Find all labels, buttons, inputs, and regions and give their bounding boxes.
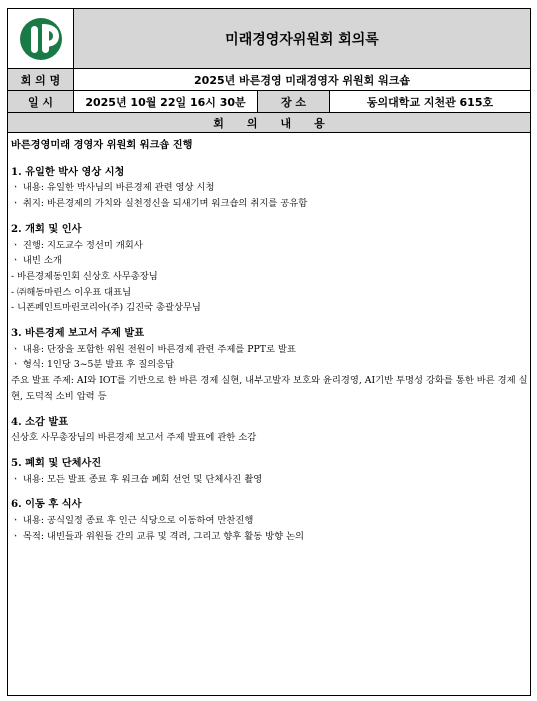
section-6-line: ㆍ 목적: 내빈들과 위원들 간의 교류 및 격려, 그리고 향후 활동 방향 논의 (11, 530, 305, 542)
section-1-line: ㆍ 내용: 유일한 박사님의 바른경제 관련 영상 시청 (11, 182, 215, 194)
section-4-heading: 4. 소감 발표 (11, 415, 69, 428)
section-2-heading: 2. 개회 및 인사 (11, 222, 82, 235)
minutes-content (11, 138, 529, 544)
place-value: 동의대학교 지천관 615호 (366, 95, 494, 109)
section-1-line: ㆍ 취지: 바른경제의 가치와 실천정신을 되새기며 워크숍의 취지를 공유함 (11, 198, 308, 210)
intro-heading: 바른경영미래 경영자 위원회 워크숍 진행 (11, 139, 193, 151)
content-header-label: 회 의 내 용 (213, 116, 325, 130)
section-2-line: - ㈜해동마린스 이우표 대표님 (11, 286, 132, 298)
section-3-line: ㆍ 내용: 단장을 포함한 위원 전원이 바른경제 관련 주제를 PPT로 발표 (11, 343, 296, 355)
section-2-line: ㆍ 내빈 소개 (11, 255, 62, 267)
section-6-line: ㆍ 내용: 공식일정 종료 후 인근 식당으로 이동하여 만찬진행 (11, 515, 254, 527)
meeting-name-label: 회 의 명 (8, 69, 74, 90)
datetime-value: 2025년 10월 22일 16시 30분 (74, 91, 258, 112)
document-title: 미래경영자위원회 회의록 (74, 9, 530, 68)
section-2-line: ㆍ 진행: 지도교수 정선미 개회사 (11, 239, 143, 251)
datetime-place-row (8, 91, 530, 113)
datetime-label: 일 시 (8, 91, 74, 112)
meeting-name-row (8, 69, 530, 91)
section-3-line: ㆍ 형식: 1인당 3~5분 발표 후 질의응답 (11, 359, 175, 371)
section-5-line: ㆍ 내용: 모든 발표 종료 후 워크숍 폐회 선언 및 단체사진 촬영 (11, 473, 263, 485)
university-logo-icon (18, 16, 64, 62)
header-row (8, 9, 530, 69)
section-6-heading: 6. 이동 후 식사 (11, 498, 82, 511)
section-3-paragraph: 주요 발표 주제: AI와 IOT를 기반으로 한 바른 경제 실현, 내부고발자 보호와 윤리경영, AI기반 투명성 강화를 통한 바른 경제 실현, 도덕적 소비 압력 등 (11, 375, 528, 402)
section-5-heading: 5. 폐회 및 단체사진 (11, 456, 102, 469)
content-header-row (8, 113, 530, 133)
section-4-line: 신상호 사무총장님의 바른경제 보고서 주제 발표에 관한 소감 (11, 432, 257, 444)
meeting-name-value: 2025년 바른경영 미래경영자 위원회 워크숍 (194, 73, 410, 87)
section-1-heading: 1. 유일한 박사 영상 시청 (11, 165, 125, 178)
logo-cell (8, 9, 74, 68)
section-2-line: - 바른경제동인회 신상호 사무총장님 (11, 270, 158, 282)
section-3-heading: 3. 바른경제 보고서 주제 발표 (11, 327, 145, 340)
place-label: 장 소 (258, 91, 330, 112)
section-2-line: - 니폰페인트마린코리아(주) 김진국 총괄상무님 (11, 302, 201, 314)
meeting-minutes-document (7, 8, 531, 696)
